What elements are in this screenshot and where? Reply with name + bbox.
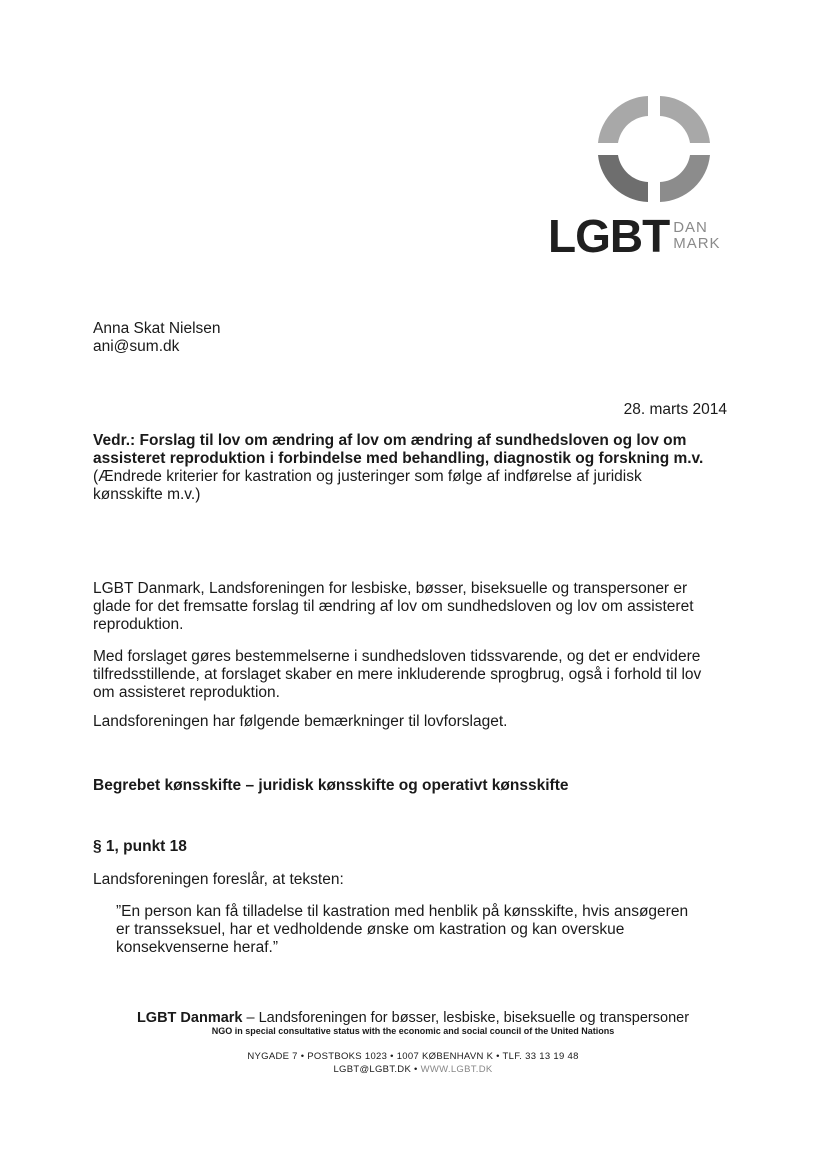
logo-side-bottom: MARK <box>673 235 721 252</box>
quoted-text <box>116 903 726 957</box>
footer-website[interactable]: WWW.LGBT.DK <box>420 1064 493 1075</box>
footer-separator: • <box>411 1064 421 1075</box>
p2-line-1: Med forslaget gøres bestemmelserne i sundhedsloven tidssvarende, og det er endvidere <box>93 648 701 665</box>
p1-line-3: reproduktion. <box>93 616 184 633</box>
subject-line-2: assisteret reproduktion i forbindelse med behandling, diagnostik og forskning m.v. <box>93 450 704 467</box>
footer-address: NYGADE 7 • POSTBOKS 1023 • 1007 KØBENHAVN K • TLF. 33 13 19 48 <box>247 1051 579 1062</box>
footer-org-desc: – Landsforeningen for bøsser, lesbiske, biseksuelle og transpersoner <box>242 1010 690 1026</box>
logo-side-text <box>673 220 720 252</box>
body-paragraph-2 <box>93 648 733 702</box>
subject-line-1: Vedr.: Forslag til lov om ændring af lov om ændring af sundhedsloven og lov om <box>93 432 687 449</box>
footer-org-line <box>0 1010 826 1026</box>
body-paragraph-1 <box>93 580 733 634</box>
p1-line-2: glade for det fremsatte forslag til ændring af lov om sundhedsloven og lov om assisteret <box>93 598 694 615</box>
quote-line-3: konsekvenserne heraf.” <box>116 939 278 956</box>
logo-side-top: DAN <box>673 219 708 236</box>
footer-org-name: LGBT Danmark <box>136 1010 243 1026</box>
recipient-email: ani@sum.dk <box>93 338 180 355</box>
logo-main-text: LGBT <box>548 210 670 262</box>
body-paragraph-3: Landsforeningen har følgende bemærkninger til lovforslaget. <box>93 713 508 730</box>
section-intro: Landsforeningen foreslår, at teksten: <box>93 871 344 888</box>
section-heading-paragraph: § 1, punkt 18 <box>93 838 187 855</box>
subject-note-2: kønsskifte m.v.) <box>93 486 201 503</box>
recipient-block <box>93 320 221 356</box>
footer-email[interactable]: LGBT@LGBT.DK <box>333 1064 412 1075</box>
recipient-name: Anna Skat Nielsen <box>93 320 221 337</box>
quote-line-1: ”En person kan få tilladelse til kastration med henblik på kønsskifte, hvis ansøgeren <box>116 903 689 920</box>
logo-ring-icon <box>578 88 728 206</box>
subject-block <box>93 432 733 504</box>
lgbt-danmark-logo <box>548 88 738 268</box>
p2-line-3: om assisteret reproduktion. <box>93 684 280 701</box>
logo-wordmark <box>548 210 721 262</box>
footer-ngo-status: NGO in special consultative status with the economic and social council of the United Nations <box>211 1026 615 1036</box>
section-heading-konsskifte: Begrebet kønsskifte – juridisk kønsskifte og operativt kønsskifte <box>93 777 569 794</box>
subject-note-1: (Ændrede kriterier for kastration og justeringer som følge af indførelse af juridisk <box>93 468 642 485</box>
p1-line-1: LGBT Danmark, Landsforeningen for lesbiske, bøsser, biseksuelle og transpersoner er <box>93 580 688 597</box>
quote-line-2: er transseksuel, har et vedholdende ønske om kastration og kan overskue <box>116 921 625 938</box>
p2-line-2: tilfredsstillende, at forslaget skaber en mere inkluderende sprogbrug, også i forhold til lov <box>93 666 702 683</box>
footer-contact <box>0 1064 826 1075</box>
letter-date: 28. marts 2014 <box>623 401 727 418</box>
